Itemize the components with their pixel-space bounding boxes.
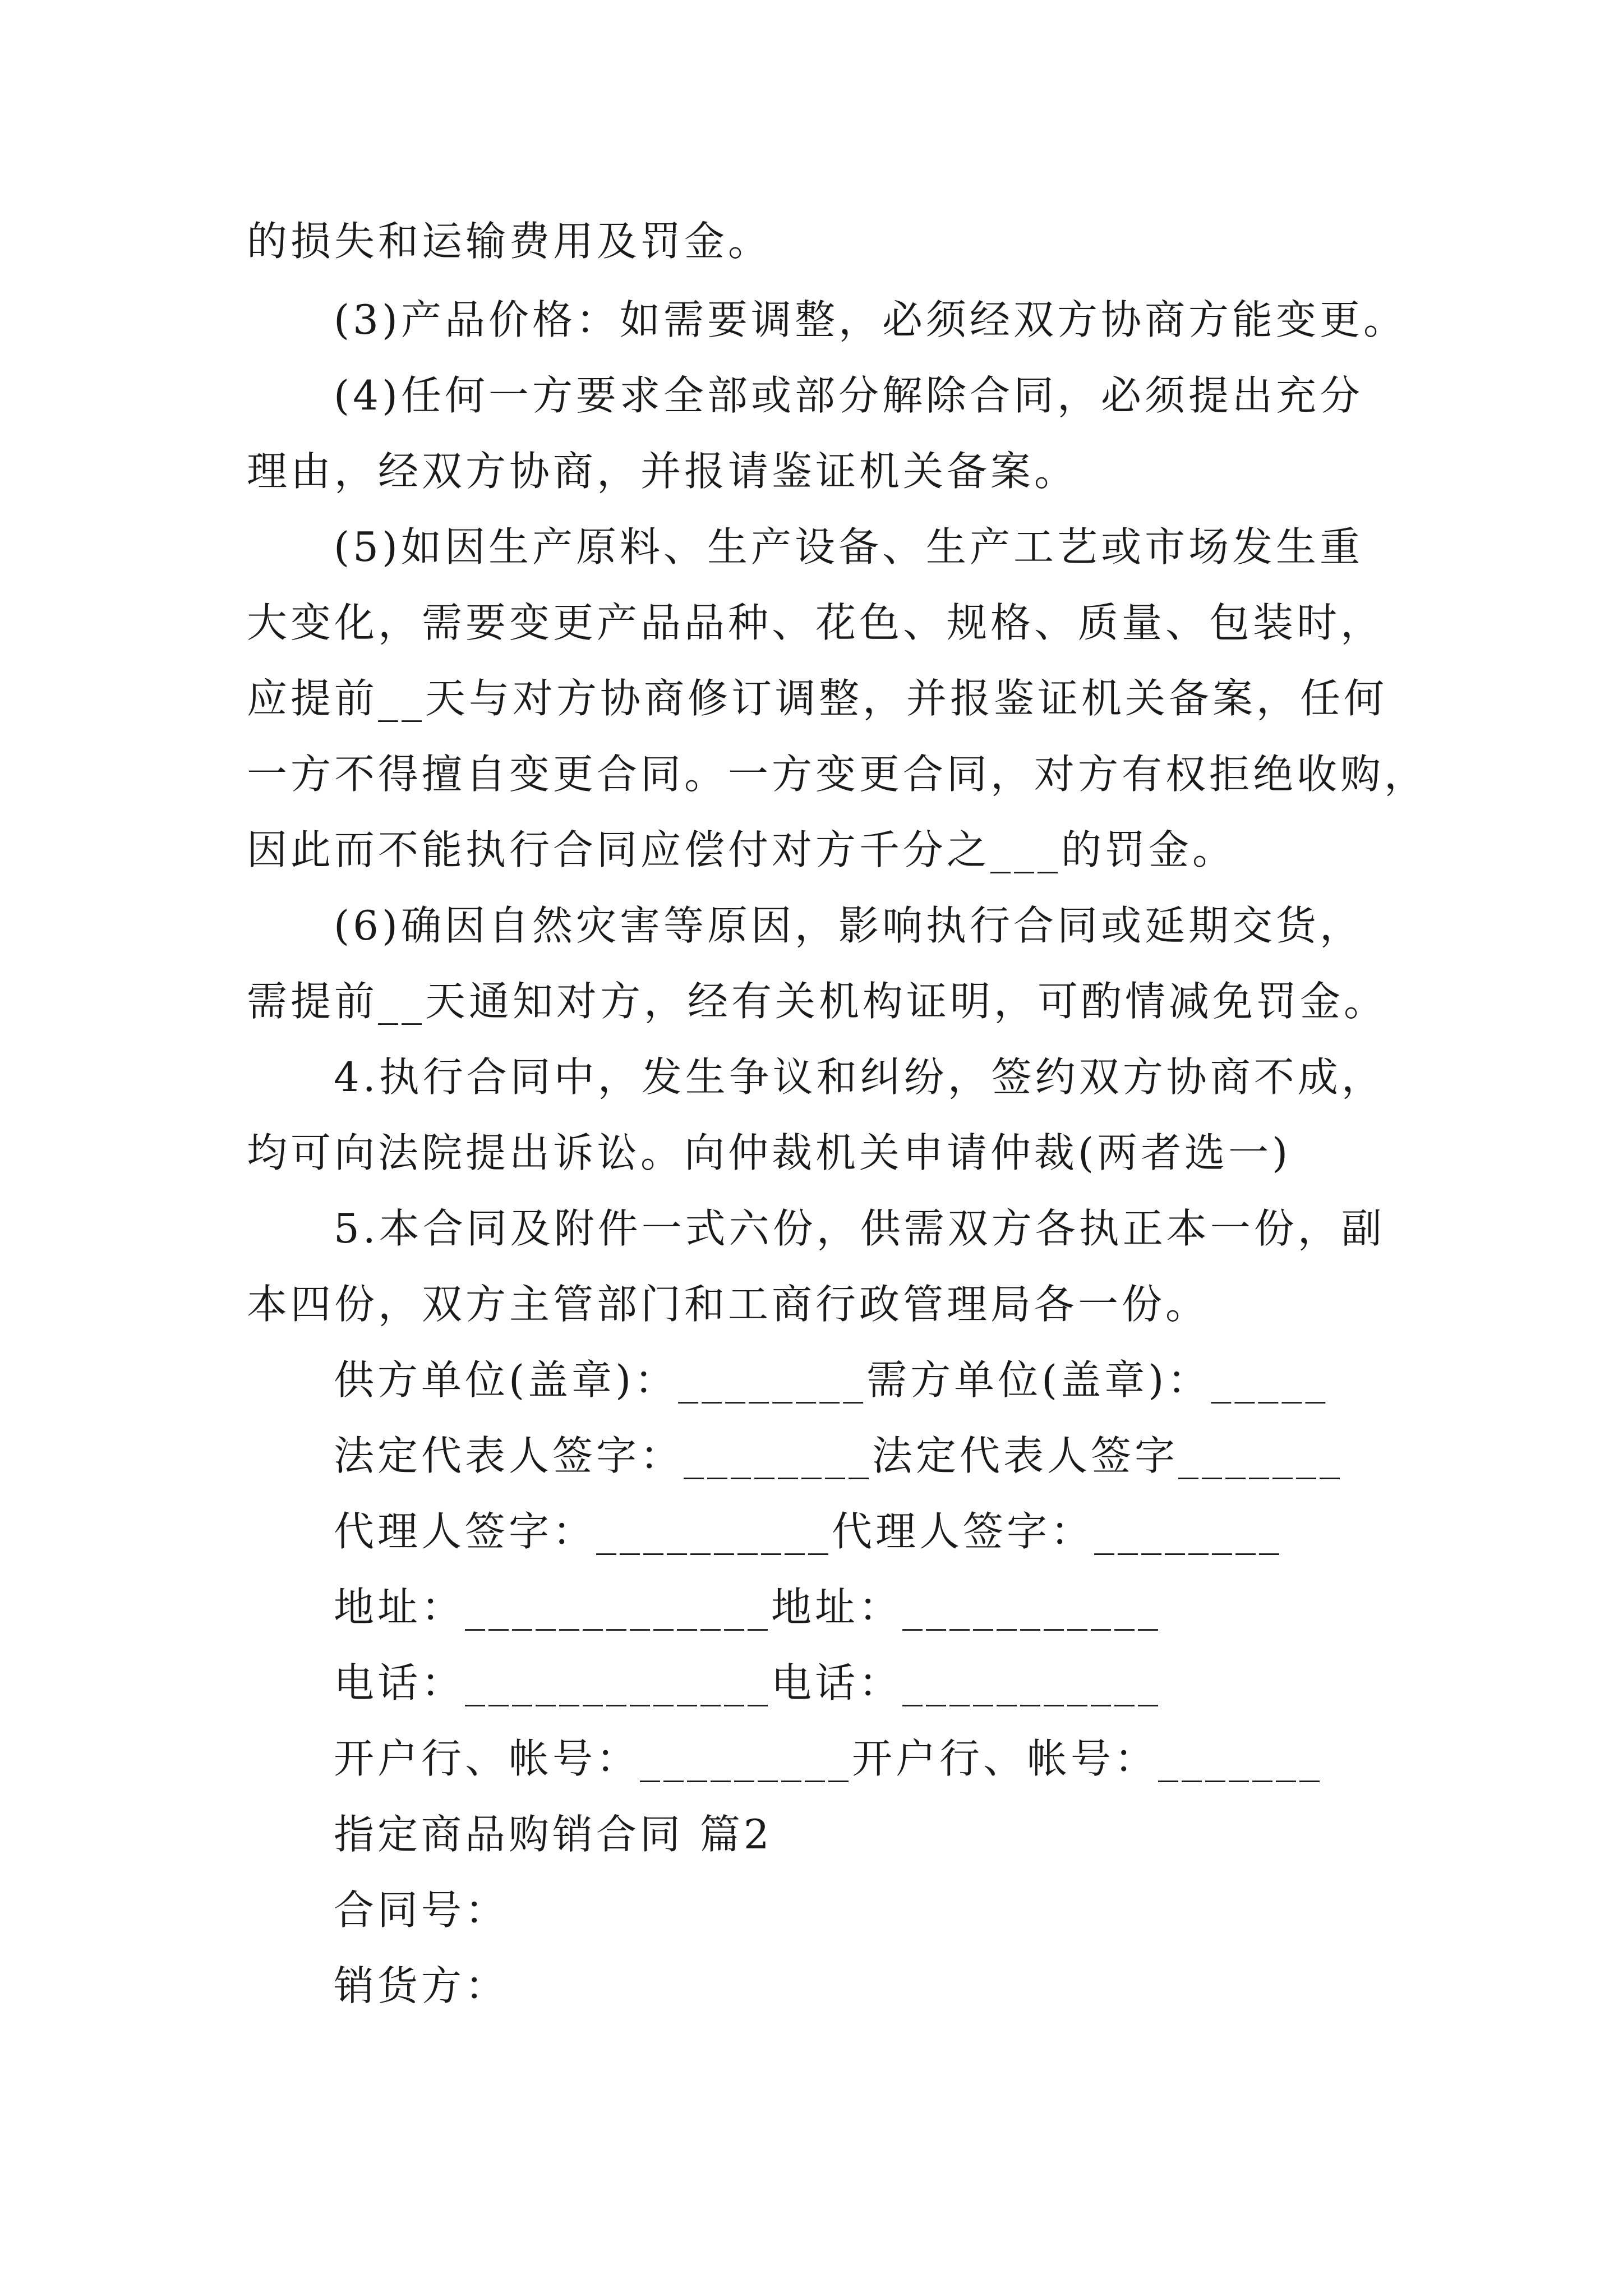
signature-line-agent: 代理人签字：__________代理人签字：________ (334, 1508, 1283, 1555)
signature-line-legal-rep: 法定代表人签字：________法定代表人签字_______ (334, 1432, 1344, 1479)
text-line-14: 5.本合同及附件一式六份，供需双方各执正本一份，副 (334, 1205, 1385, 1252)
text-line-1: 的损失和运输费用及罚金。 (247, 218, 772, 265)
signature-line-address: 地址：_____________地址：___________ (334, 1584, 1162, 1631)
section-heading: 指定商品购销合同 篇2 (334, 1811, 773, 1858)
text-line-12: 4.执行合同中，发生争议和纠纷，签约双方协商不成， (334, 1053, 1385, 1101)
text-line-3: (4)任何一方要求全部或部分解除合同，必须提出充分 (334, 372, 1363, 419)
text-line-2: (3)产品价格：如需要调整，必须经双方协商方能变更。 (334, 296, 1407, 343)
text-line-10: (6)确因自然灾害等原因，影响执行合同或延期交货， (334, 902, 1363, 949)
text-line-5: (5)如因生产原料、生产设备、生产工艺或市场发生重 (334, 523, 1363, 570)
text-line-15: 本四份，双方主管部门和工商行政管理局各一份。 (247, 1281, 1210, 1328)
signature-line-supplier-unit: 供方单位(盖章)：________需方单位(盖章)：_____ (334, 1356, 1329, 1404)
contract-number-label: 合同号： (334, 1887, 509, 1934)
signature-line-bank: 开户行、帐号：_________开户行、帐号：_______ (334, 1735, 1324, 1782)
text-line-11: 需提前__天通知对方，经有关机构证明，可酌情减免罚金。 (247, 978, 1388, 1025)
text-line-6: 大变化，需要变更产品品种、花色、规格、质量、包装时， (247, 599, 1385, 646)
text-line-4: 理由，经双方协商，并报请鉴证机关备案。 (247, 448, 1078, 495)
text-line-9: 因此而不能执行合同应偿付对方千分之___的罚金。 (247, 826, 1237, 873)
seller-label: 销货方： (334, 1962, 509, 2009)
text-line-7: 应提前__天与对方协商修订调整，并报鉴证机关备案，任何 (247, 675, 1388, 722)
signature-line-phone: 电话：_____________电话：___________ (334, 1659, 1162, 1706)
text-line-8: 一方不得擅自变更合同。一方变更合同，对方有权拒绝收购， (247, 751, 1428, 798)
text-line-13: 均可向法院提出诉讼。向仲裁机关申请仲裁(两者选一) (247, 1129, 1292, 1176)
